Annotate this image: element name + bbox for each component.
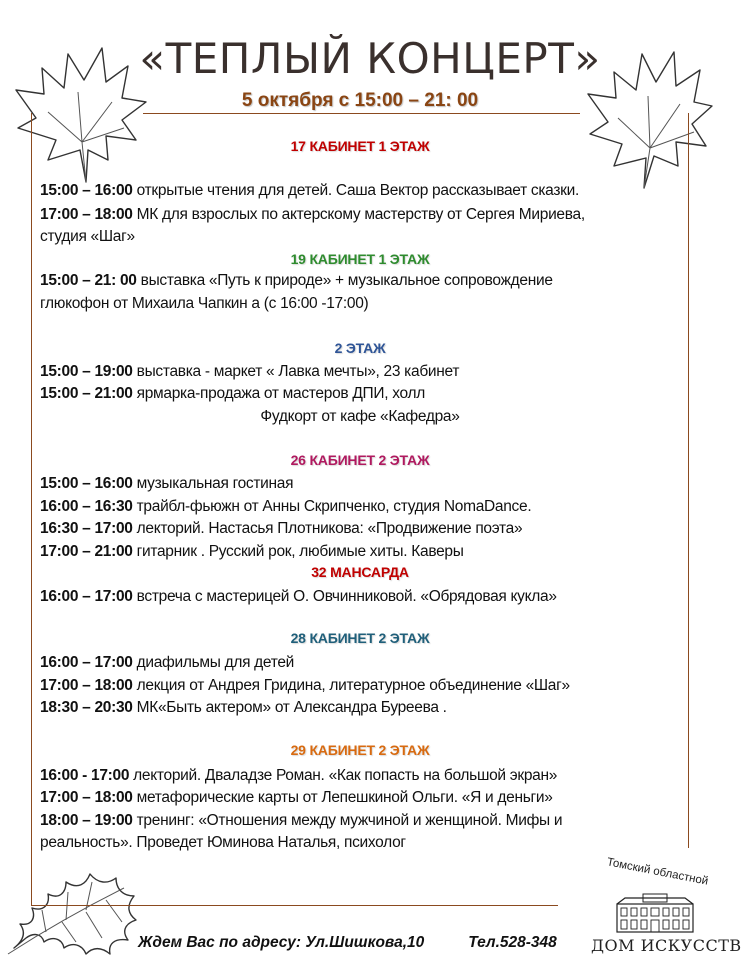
schedule-text: реальность». Проведет Юминова Наталья, психолог — [40, 834, 406, 851]
schedule-text: музыкальная гостиная — [132, 475, 294, 492]
schedule-line — [40, 496, 680, 518]
left-border-line — [31, 113, 32, 906]
schedule-line — [40, 473, 680, 495]
schedule-time: 18:30 – 20:30 — [40, 699, 133, 716]
schedule-text: открытые чтения для детей. Саша Вектор рассказывает сказки. — [132, 182, 579, 199]
schedule-text: выставка «Путь к природе» + музыкальное сопровождение — [136, 272, 553, 289]
schedule-line — [40, 270, 680, 292]
schedule-line — [40, 361, 680, 383]
schedule-text: тренинг: «Отношения между мужчиной и женщиной. Мифы и — [132, 812, 563, 829]
schedule-line — [40, 586, 680, 608]
schedule-time: 16:00 – 17:00 — [40, 588, 133, 605]
bottom-border-line — [31, 905, 558, 906]
schedule-line — [40, 765, 680, 787]
schedule-text: глюкофон от Михаила Чапкин а (с 16:00 -17:00) — [40, 295, 369, 312]
schedule-line — [40, 383, 680, 405]
schedule-time: 18:00 – 19:00 — [40, 812, 133, 829]
schedule-text: МК для взрослых по актерскому мастерству от Сергея Мириева, — [132, 206, 585, 223]
schedule-time: 17:00 – 18:00 — [40, 789, 133, 806]
footer-contacts — [138, 934, 557, 952]
schedule-line — [40, 810, 680, 832]
right-border-line — [688, 113, 689, 848]
schedule-time: 16:00 - 17:00 — [40, 767, 130, 784]
schedule-time: 15:00 – 21:00 — [40, 385, 133, 402]
schedule-time: 17:00 – 18:00 — [40, 206, 133, 223]
title-divider — [143, 113, 580, 114]
schedule-text: студия «Шаг» — [40, 228, 135, 245]
schedule-line — [40, 293, 680, 315]
schedule-time: 15:00 – 16:00 — [40, 182, 133, 199]
footer-address: Ждем Вас по адресу: Ул.Шишкова,10 — [138, 934, 425, 951]
schedule-time: 16:30 – 17:00 — [40, 520, 133, 537]
schedule-line — [40, 832, 680, 854]
logo-top-text: Томский областной — [605, 856, 710, 888]
schedule-time: 16:00 – 17:00 — [40, 654, 133, 671]
schedule-line-foodcourt — [30, 406, 690, 428]
logo-main-text: ДОМ ИСКУССТВ — [591, 936, 742, 955]
schedule-text: встреча с мастерицей О. Овчинниковой. «Обрядовая кукла» — [132, 588, 557, 605]
schedule-text: лекторий. Дваладзе Роман. «Как попасть на большой экран» — [129, 767, 558, 784]
schedule-time: 17:00 – 21:00 — [40, 543, 133, 560]
schedule-line — [40, 204, 680, 226]
schedule-text: Фудкорт от кафе «Кафедра» — [260, 408, 460, 425]
section-heading-28: 28 КАБИНЕТ 2 ЭТАЖ — [290, 630, 430, 646]
schedule-line — [40, 180, 680, 202]
event-date: 5 октября с 15:00 – 21: 00 — [241, 90, 479, 111]
schedule-line — [40, 541, 680, 563]
building-icon — [615, 894, 695, 934]
schedule-line — [40, 697, 680, 719]
schedule-time: 17:00 – 18:00 — [40, 677, 133, 694]
schedule-line — [40, 226, 680, 248]
schedule-text: выставка - маркет « Лавка мечты», 23 кабинет — [132, 363, 460, 380]
schedule-text: лекция от Андрея Гридина, литературное объединение «Шаг» — [132, 677, 570, 694]
schedule-line — [40, 518, 680, 540]
schedule-text: диафильмы для детей — [132, 654, 295, 671]
section-heading-17: 17 КАБИНЕТ 1 ЭТАЖ — [290, 138, 430, 154]
schedule-text: МК«Быть актером» от Александра Буреева . — [132, 699, 447, 716]
schedule-text: лекторий. Настасья Плотникова: «Продвижение поэта» — [132, 520, 523, 537]
schedule-time: 15:00 – 16:00 — [40, 475, 133, 492]
footer-phone: Тел.528-348 — [468, 934, 557, 951]
schedule-time: 15:00 – 19:00 — [40, 363, 133, 380]
section-heading-26: 26 КАБИНЕТ 2 ЭТАЖ — [290, 452, 430, 468]
section-heading-32: 32 МАНСАРДА — [311, 564, 409, 580]
schedule-text: трайбл-фьюжн от Анны Скрипченко, студия NomaDance. — [132, 498, 532, 515]
schedule-time: 16:00 – 16:30 — [40, 498, 133, 515]
schedule-time: 15:00 – 21: 00 — [40, 272, 137, 289]
schedule-text: гитарник . Русский рок, любимые хиты. Каверы — [132, 543, 464, 560]
schedule-text: ярмарка-продажа от мастеров ДПИ, холл — [132, 385, 425, 402]
schedule-line — [40, 675, 680, 697]
schedule-line — [40, 652, 680, 674]
schedule-text: метафорические карты от Лепешкиной Ольги. «Я и деньги» — [132, 789, 553, 806]
oak-leaf-icon — [6, 866, 140, 956]
section-heading-29: 29 КАБИНЕТ 2 ЭТАЖ — [290, 742, 430, 758]
page-title: «ТЕПЛЫЙ КОНЦЕРТ» — [139, 34, 601, 83]
schedule-line — [40, 787, 680, 809]
section-heading-floor-2: 2 ЭТАЖ — [334, 340, 386, 356]
section-heading-19: 19 КАБИНЕТ 1 ЭТАЖ — [290, 251, 430, 267]
